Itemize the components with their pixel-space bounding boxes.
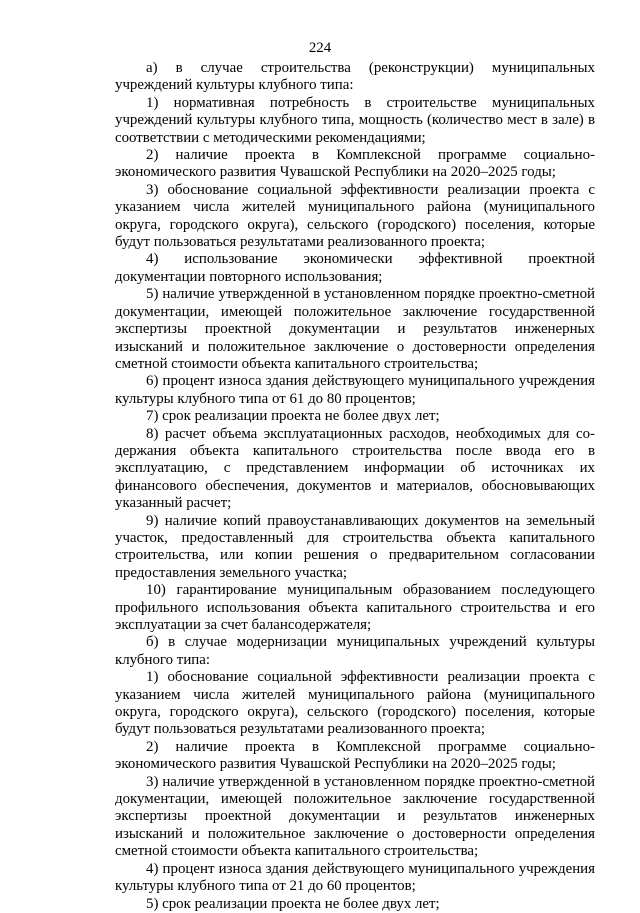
paragraph-a-item-4: 4) использование экономически эффективной проектной документации повторного использования; [115,251,595,285]
paragraph-b-modernization-heading: б) в случае модернизации муниципальных учреждений культуры клубного типа: [115,634,595,668]
paragraph-b-item-4: 4) процент износа здания действующего муниципального учреждения культуры клубного типа от 21 до 60 процентов; [115,860,595,895]
page-number: 224 [308,40,332,56]
paragraph-a-item-2: 2) наличие проекта в Комплексной программе социально-экономического развития Чувашской Республики на 2020–2025 годы; [115,147,595,181]
paragraph-a-item-9: 9) наличие копий правоустанавливающих документов на земельный участок, предоставленный для строительства объекта капитального строительства, или копии решения о предварительном согласовании предоставления земельного участка; [115,512,595,581]
paragraph-a-item-3: 3) обоснование социальной эффективности реализации проекта с указанием числа жителей муниципального района (муниципального округа, городского округа), сельского (городского) поселения, которые будут пользоваться результатами реализованного проекта; [115,181,595,251]
paragraph-a-item-1: 1) нормативная потребность в строительстве муниципальных учреждений культуры клубного типа, мощность (количество мест в зале) в соответствии с методическими рекомендациями; [115,94,595,146]
paragraph-a-item-6: 6) процент износа здания действующего муниципального учреждения культуры клубного типа от 61 до 80 процентов; [115,373,595,407]
paragraph-b-item-2: 2) наличие проекта в Комплексной программе социально-экономического развития Чувашской Республики на 2020–2025 годы; [115,738,595,773]
paragraph-a-item-8: 8) расчет объема эксплуатационных расходов, необходимых для содержания объекта капитального строительства после ввода его в эксплуатацию, с представлением информации об источниках их финансового обеспечения, документов и материалов, обосновывающих указанный расчет; [115,425,595,512]
document-body [115,60,595,913]
paragraph-b-item-1: 1) обоснование социальной эффективности реализации проекта с указанием числа жителей муниципального района (муниципального округа, городского округа), сельского (городского) поселения, которые будут пользоваться результатами реализованного проекта; [115,669,595,738]
paragraph-b-item-3: 3) наличие утвержденной в установленном порядке проектно-сметной документации, имеющей положительное заключение государственной экспертизы проектной документации и результатов инженерных изысканий и положительное заключение о достоверности определения сметной стоимости объекта капитального строительства; [115,773,595,860]
paragraph-a-item-7: 7) срок реализации проекта не более двух лет; [146,408,440,425]
paragraph-b-item-5: 5) срок реализации проекта не более двух лет; [146,895,440,912]
paragraph-a-construction-heading: а) в случае строительства (реконструкции) муниципальных учреждений культуры клубного типа: [115,60,595,94]
paragraph-a-item-10: 10) гарантирование муниципальным образованием последующего профильного использования объекта капитального строительства и его эксплуатации за счет балансодержателя; [115,582,595,633]
paragraph-a-item-5: 5) наличие утвержденной в установленном порядке проектно-сметной документации, имеющей положительное заключение государственной экспертизы проектной документации и результатов инженерных изысканий и положительное заключение о достоверности определения сметной стоимости объекта капитального строительства; [115,286,595,372]
